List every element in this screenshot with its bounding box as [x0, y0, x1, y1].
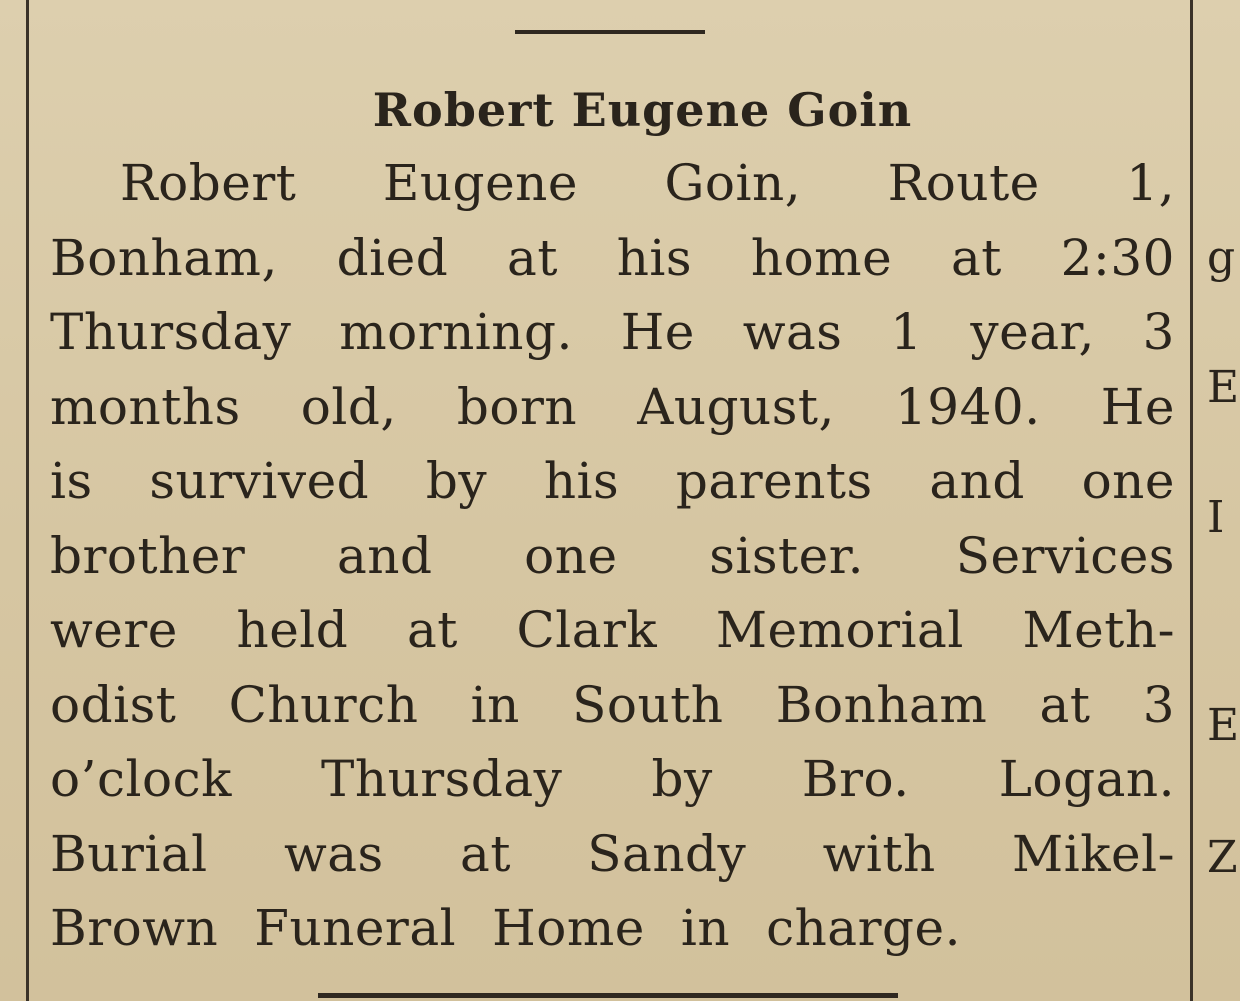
word: at	[1039, 675, 1091, 734]
word: Brown	[50, 899, 219, 957]
word: 1940.	[895, 377, 1041, 436]
word: charge.	[766, 899, 961, 957]
right-column-rule	[1190, 0, 1193, 1001]
word: one	[524, 526, 618, 585]
word: Eugene	[382, 154, 578, 212]
word: Route	[887, 154, 1040, 212]
text-line	[50, 593, 1175, 668]
word: 1,	[1126, 154, 1175, 212]
word: odist	[50, 675, 177, 734]
word: at	[507, 228, 558, 287]
word: by	[425, 452, 488, 510]
text-line	[50, 444, 1175, 519]
word: Robert	[120, 154, 297, 212]
text-line	[50, 221, 1175, 296]
text-line	[50, 668, 1175, 743]
word: is	[50, 452, 93, 510]
word: his	[543, 452, 620, 510]
word: sister.	[709, 526, 865, 585]
word: months	[50, 377, 241, 436]
adjacent-column-fragment: E	[1207, 362, 1240, 413]
word: parents	[675, 452, 873, 510]
word: in	[470, 675, 520, 734]
word: at	[460, 824, 511, 883]
text-line	[50, 146, 1175, 221]
text-line	[50, 742, 1175, 817]
word: Mikel-	[1012, 824, 1175, 883]
word: at	[406, 601, 458, 659]
adjacent-column-fragment: g	[1207, 232, 1236, 283]
word: with	[822, 824, 936, 883]
word: Funeral	[254, 899, 457, 957]
word: survived	[149, 452, 370, 510]
word: Logan.	[998, 750, 1175, 808]
word: died	[336, 228, 449, 287]
word: He	[1100, 377, 1175, 436]
word: Meth-	[1022, 601, 1175, 659]
word: Bonham,	[50, 228, 278, 287]
word: by	[651, 750, 713, 808]
word: Memorial	[715, 601, 964, 659]
word: born	[456, 377, 578, 436]
word: held	[236, 601, 349, 659]
text-line	[50, 817, 1175, 892]
adjacent-column-fragment: I	[1207, 492, 1225, 543]
word: home	[750, 228, 893, 287]
word: was	[283, 824, 384, 883]
word: were	[50, 601, 178, 659]
word: Clark	[516, 601, 658, 659]
word: Services	[955, 526, 1175, 585]
word: his	[616, 228, 693, 287]
word: old,	[300, 377, 397, 436]
word: morning.	[339, 303, 573, 361]
obituary-headline: Robert Eugene Goin	[372, 83, 913, 137]
word: in	[680, 899, 731, 957]
word: Thursday	[50, 303, 292, 361]
text-line	[50, 370, 1175, 445]
left-column-rule	[26, 0, 29, 1001]
word: 3	[1142, 303, 1175, 361]
word: at	[950, 228, 1002, 287]
word: Goin,	[664, 154, 802, 212]
word: Sandy	[587, 824, 747, 883]
text-line	[50, 295, 1175, 370]
word: Burial	[50, 824, 208, 883]
top-separator-rule	[515, 30, 705, 34]
word: 3	[1142, 675, 1175, 734]
word: o’clock	[50, 750, 232, 808]
bottom-separator-rule	[318, 993, 898, 998]
word: 1	[890, 303, 923, 361]
word: year,	[970, 303, 1095, 361]
word: Bro.	[801, 750, 910, 808]
text-line	[50, 891, 1175, 966]
word: was	[742, 303, 843, 361]
word: brother	[50, 526, 246, 585]
word: Home	[492, 899, 645, 957]
word: August,	[637, 377, 835, 436]
word: South	[572, 675, 724, 734]
word: and	[929, 452, 1025, 510]
adjacent-column-fragment: E	[1207, 700, 1240, 751]
text-line	[50, 519, 1175, 594]
word: Bonham	[775, 675, 988, 734]
adjacent-column-fragment: Z	[1207, 832, 1238, 883]
word: Thursday	[321, 750, 563, 808]
word: He	[620, 303, 695, 361]
word: Church	[228, 675, 419, 734]
word: and	[336, 526, 433, 585]
obituary-column	[50, 80, 1175, 966]
obituary-body	[50, 146, 1175, 966]
word: one	[1081, 452, 1175, 510]
word: 2:30	[1060, 228, 1175, 287]
